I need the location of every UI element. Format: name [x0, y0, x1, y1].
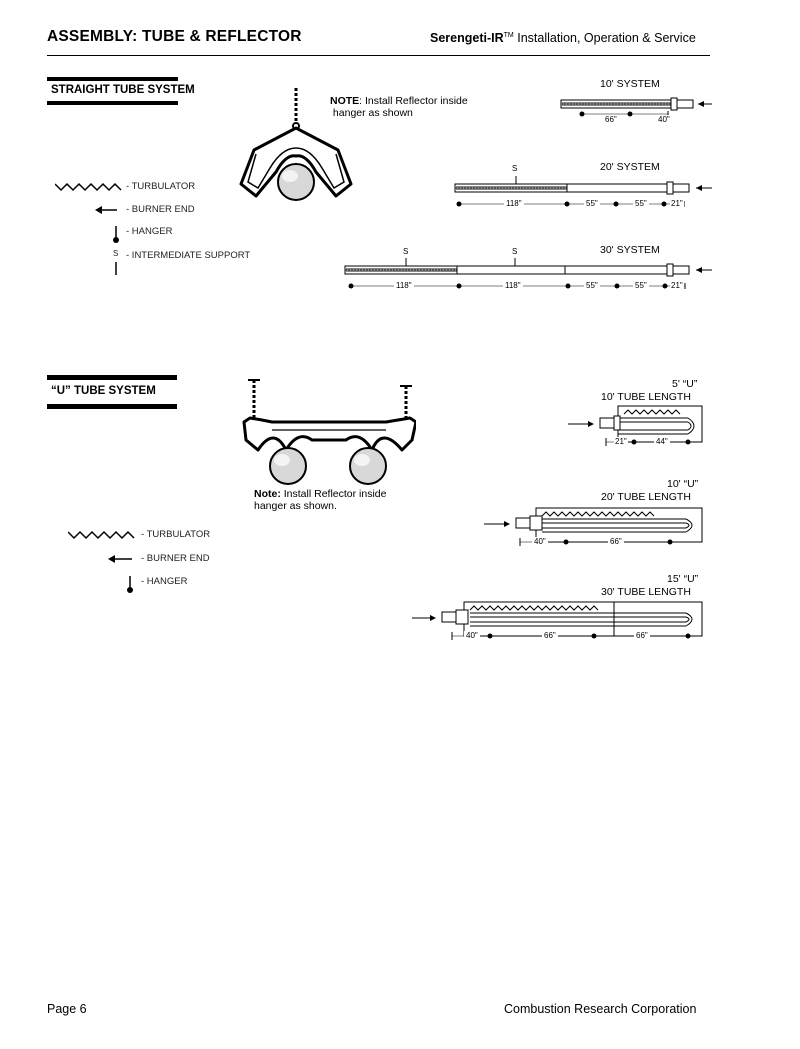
u-legend-hanger: - HANGER: [141, 576, 188, 587]
note-line-2: hanger as shown: [332, 107, 413, 119]
u10-dim-1: 40": [534, 537, 546, 546]
u5-title-1: 5' “U”: [672, 378, 698, 390]
subtitle-text: Installation, Operation & Service: [513, 31, 696, 45]
u-tube-reflector-hanger-figure: [236, 378, 416, 488]
system-20-title: 20' SYSTEM: [600, 161, 660, 173]
u15-dim-3: 66": [636, 631, 648, 640]
u15-dim-1: 40": [466, 631, 478, 640]
legend-burner-end: - BURNER END: [126, 204, 195, 215]
u-note-line-1: Install Reflector inside: [280, 488, 387, 500]
u5-dim-1: 21": [615, 437, 627, 446]
legend-hanger: - HANGER: [126, 226, 173, 237]
u10-title-1: 10' “U”: [667, 478, 699, 490]
brand-name: Serengeti-IR: [430, 31, 504, 45]
u15-title-2: 30' TUBE LENGTH: [601, 586, 691, 598]
u5-diagram: [562, 404, 712, 454]
system-30-dim-1: 118": [396, 281, 412, 290]
system-20-dim-4: 21": [671, 199, 683, 208]
system-20-dim-2: 55": [586, 199, 598, 208]
u15-title-1: 15' “U”: [667, 573, 699, 585]
system-20-dim-1: 118": [506, 199, 522, 208]
u15-dim-2: 66": [544, 631, 556, 640]
trademark: TM: [503, 31, 514, 39]
system-20-dim-3: 55": [635, 199, 647, 208]
system-30-diagram: [340, 254, 716, 298]
system-30-dim-4: 55": [635, 281, 647, 290]
note-line-1: : Install Reflector inside: [359, 95, 468, 107]
system-10-title: 10' SYSTEM: [600, 78, 660, 90]
legend-turbulator: - TURBULATOR: [126, 181, 196, 192]
straight-reflector-hanger-figure: [236, 88, 356, 208]
u-tube-banner-text: “U” TUBE SYSTEM: [51, 385, 156, 397]
u-tube-banner: [47, 375, 177, 409]
system-30-dim-5: 21": [671, 281, 683, 290]
u5-dim-2: 44": [656, 437, 668, 446]
document-subtitle: [430, 31, 696, 45]
system-20-support-label: S: [512, 164, 518, 173]
system-30-support-label-1: S: [403, 247, 409, 256]
u-tube-note: [254, 488, 386, 512]
straight-tube-banner-text: STRAIGHT TUBE SYSTEM: [51, 84, 195, 96]
u10-dim-2: 66": [610, 537, 622, 546]
u10-title-2: 20' TUBE LENGTH: [601, 491, 691, 503]
system-10-diagram: [556, 92, 716, 128]
system-30-dim-3: 55": [586, 281, 598, 290]
u10-diagram: [480, 504, 712, 554]
u-turbulator-icon: [68, 532, 134, 538]
u-legend-burner-end: - BURNER END: [141, 553, 210, 564]
legend-intermediate-support: - INTERMEDIATE SUPPORT: [126, 250, 251, 261]
system-10-dim-1: 66": [605, 115, 617, 124]
page-title: ASSEMBLY: TUBE & REFLECTOR: [47, 28, 302, 45]
u-legend-turbulator: - TURBULATOR: [141, 529, 211, 540]
system-30-support-label-2: S: [512, 247, 518, 256]
u-legend-symbols: [68, 528, 140, 598]
turbulator-icon: [55, 184, 121, 190]
u-note-label: Note:: [254, 488, 281, 500]
legend-support-letter: S: [113, 249, 119, 258]
note-label: NOTE: [330, 95, 360, 107]
u-note-line-2: hanger as shown.: [254, 500, 337, 512]
system-20-diagram: [450, 172, 716, 216]
page-number: Page 6: [47, 1002, 87, 1016]
straight-tube-banner: [47, 77, 195, 105]
system-30-title: 30' SYSTEM: [600, 244, 660, 256]
system-10-dim-2: 40": [658, 115, 670, 124]
u5-title-2: 10' TUBE LENGTH: [601, 391, 691, 403]
straight-legend-symbols: [55, 180, 125, 280]
u15-diagram: [408, 598, 712, 648]
company-name: Combustion Research Corporation: [504, 1002, 697, 1016]
header-rule: [47, 55, 710, 56]
system-30-dim-2: 118": [505, 281, 521, 290]
